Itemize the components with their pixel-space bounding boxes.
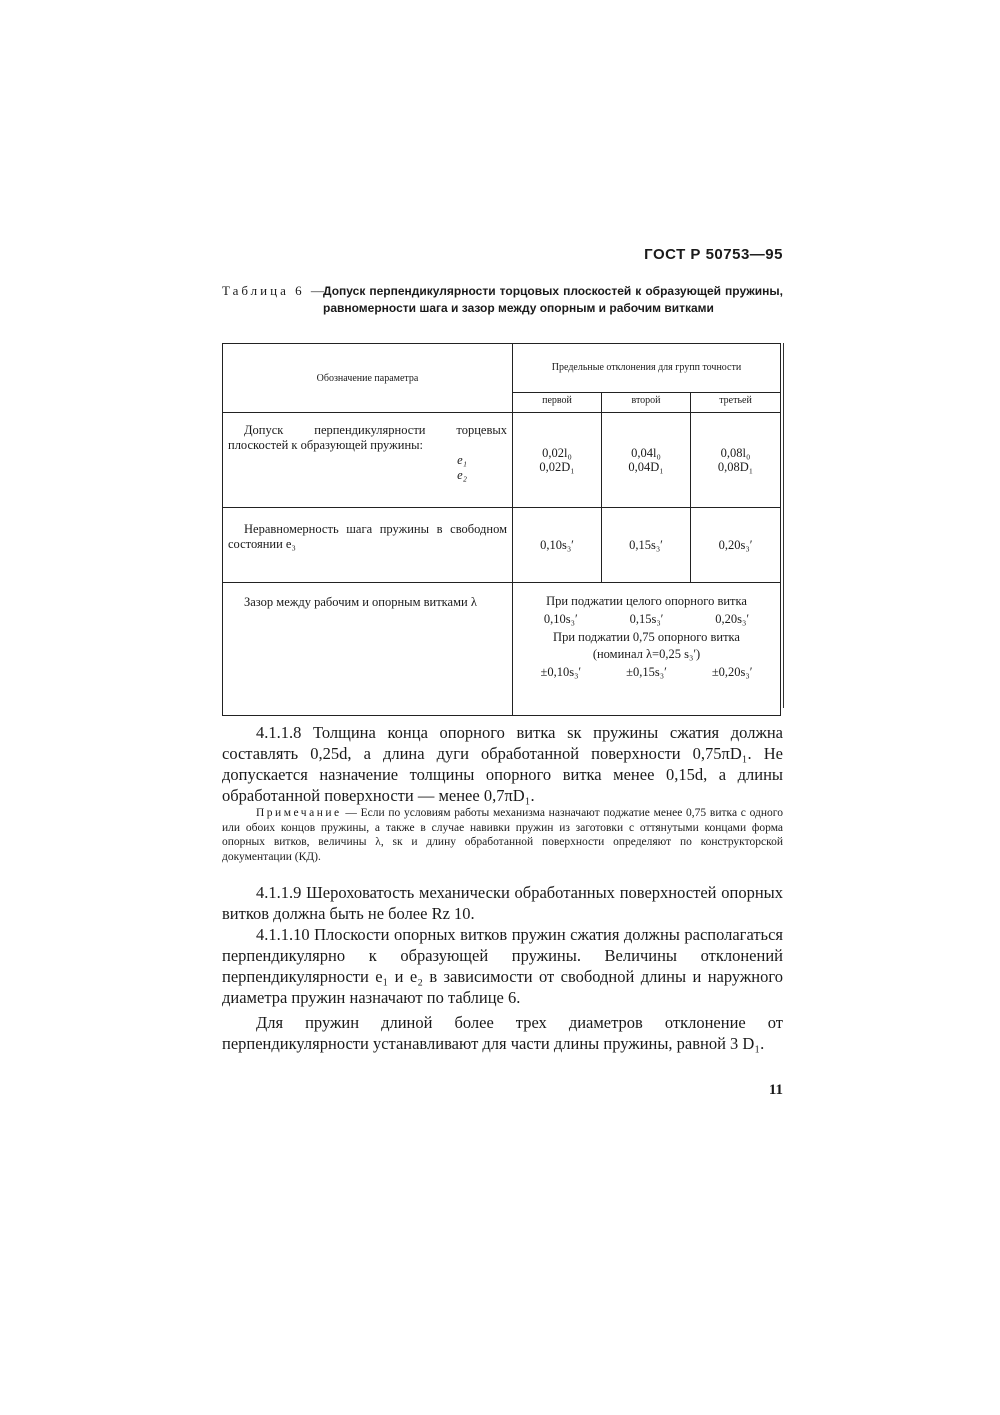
table-cell: 0,20s₃′: [691, 508, 781, 583]
note: Примечание — Если по условиям работы механизма назначают поджатие менее 0,75 витка с одного или обоих концов пружины, а также в случае навивки пружин из заготовки с оттянутыми концами форма опорных витков, величины λ, sк и длину обработанной поверхности определяют по конструкторской документации (КД).: [222, 807, 783, 863]
table-cell-merged: При поджатии целого опорного витка 0,10s₃′ 0,15s₃′ 0,20s₃′ При поджатии 0,75 опорного витка (номинал λ=0,25 s₃′) ±0,10s₃′ ±0,15s₃′ ±0,20s₃′: [513, 583, 781, 716]
table-row: [223, 583, 781, 716]
table-row: [223, 413, 781, 508]
col-header-param: Обозначение параметра: [223, 344, 513, 413]
table-cell: 0,08l₀ 0,08D₁: [691, 413, 781, 508]
tolerance-table: [222, 343, 781, 716]
row-symbol: e₁: [457, 453, 467, 467]
row-param-label: Неравномерность шага пружины в свободном состоянии e₃: [228, 522, 507, 551]
paragraph-4-1-1-10: 4.1.1.10 Плоскости опорных витков пружин сжатия должны располагаться перпендикулярно к образующей пружины. Величины отклонений перпендикулярности e₁ и e₂ в зависимости от свободной длины и наружного диаметра пружин назначают по таблице 6.: [222, 925, 783, 1007]
paragraph-long-springs: Для пружин длиной более трех диаметров отклонение от перпендикулярности устанавливают для части длины пружины, равной 3 D₁.: [222, 1013, 783, 1053]
row-param-label: Зазор между рабочим и опорным витками λ: [244, 595, 477, 609]
subcol-first: первой: [513, 392, 602, 412]
subcol-third: третьей: [691, 392, 781, 412]
table-cell: 0,15s₃′: [602, 508, 691, 583]
table-caption-text: Допуск перпендикулярности торцовых плоскостей к образующей пружины, равномерности шага и зазор между опорным и рабочим витками: [323, 284, 783, 315]
table-cell: 0,04l₀ 0,04D₁: [602, 413, 691, 508]
row-symbol: e₂: [457, 468, 467, 482]
table-row: [223, 508, 781, 583]
document-id: ГОСТ Р 50753—95: [644, 246, 783, 263]
page-number: 11: [768, 1082, 783, 1098]
row-param-label: Допуск перпендикулярности торцевых плоскостей к образующей пружины:: [228, 423, 507, 452]
table-cell: 0,10s₃′: [513, 508, 602, 583]
table-right-border: [783, 343, 784, 708]
paragraph-4-1-1-9: 4.1.1.9 Шероховатость механически обработанных поверхностей опорных витков должна быть не более Rz 10.: [222, 883, 783, 923]
subcol-second: второй: [602, 392, 691, 412]
table-cell: 0,02l₀ 0,02D₁: [513, 413, 602, 508]
table-caption-label: Таблица 6 —: [222, 283, 327, 298]
col-header-groups: Предельные отклонения для групп точности: [513, 344, 781, 393]
paragraph-4-1-1-8: 4.1.1.8 Толщина конца опорного витка sк пружины сжатия должна составлять 0,25d, а длина дуги обработанной поверхности 0,75πD₁. Не допускается назначение толщины опорного витка менее 0,15d, а длины обработанной поверхности — менее 0,7πD₁.: [222, 723, 783, 805]
